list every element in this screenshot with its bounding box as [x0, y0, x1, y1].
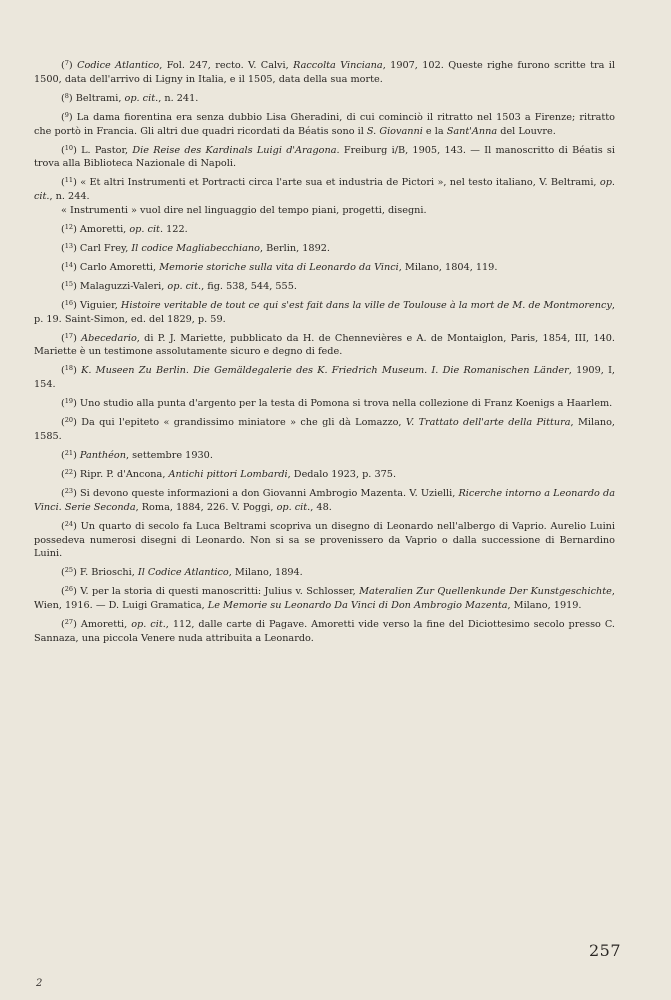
footnote-text: . Freiburg i/B, 1905, 143. — Il manoscritto di Béatis si trova alla Biblioteca Nazionale di Napoli. — [34, 144, 616, 170]
footnote-text: Carl Frey, — [79, 242, 132, 254]
footnote-text: F. Brioschi, — [79, 567, 138, 579]
footnote-number: ($^{21}$) — [61, 448, 80, 461]
footnote-text: V. per la storia di questi manoscritti: Julius v. Schlosser, — [80, 586, 360, 598]
footnote — [34, 109, 615, 139]
footnote-number: ($^8$) — [61, 91, 76, 104]
footnote-text: , 1907, 102. Queste righe furono scritte tra il 1500, data dell'arrivo di Ligny in Italia, e il 1505, data della sua morte. — [34, 60, 615, 85]
footnote-title: Ricerche intorno a Leonardo da Vinci. Serie Seconda — [34, 487, 616, 513]
footnote — [34, 57, 615, 87]
footnote-text: , Dedalo 1923, p. 375. — [287, 468, 397, 480]
footnote-text: , di P. J. Mariette, pubblicato da H. de Chennevières e A. de Montaiglon, Paris, 1854, III, 140. Mariette è un testimone assolutamente sicuro e degno di fede. — [34, 332, 616, 358]
footnote-title: K. Museen Zu Berlin. Die Gemäldegalerie des K. Friedrich Museum. I. Die Romanischen Länder — [81, 365, 569, 377]
footnote-title: Abecedario — [81, 332, 137, 344]
footnote-title: Raccolta Vinciana — [293, 60, 383, 71]
footnote — [34, 330, 615, 360]
footnote — [34, 221, 615, 237]
footnote-text: , p. 19. Saint-Simon, ed. del 1829, p. 59. — [34, 299, 616, 325]
footnote-text: , settembre 1930. — [125, 449, 213, 461]
footnote — [34, 583, 615, 613]
footnote-text: , fig. 538, 544, 555. — [201, 280, 297, 292]
footnote-title: op. cit. — [34, 177, 615, 203]
footnote-text: « Instrumenti » vuol dire nel linguaggio del tempo piani, progetti, disegni. — [61, 204, 427, 216]
signature-mark: 2 — [36, 978, 43, 989]
footnote-title: Materalien Zur Quellenkunde Der Kunstgeschichte — [359, 586, 612, 598]
footnote-title: Le Memorie su Leonardo Da Vinci di Don Ambrogio Mazenta — [207, 600, 508, 612]
footnote-text: « Et altri Instrumenti et Portracti circa l'arte sua et industria de Pictori », nel testo italiano, V. Beltrami, — [80, 177, 600, 189]
footnote-number: ($^{19}$) — [61, 397, 80, 410]
page-number: 257 — [588, 941, 621, 960]
footnote — [34, 485, 615, 515]
footnote-number: ($^9$) — [61, 110, 77, 123]
footnote — [34, 414, 615, 444]
footnote-text: Malaguzzi-Valeri, — [79, 280, 168, 292]
footnote — [34, 90, 615, 106]
footnote-title: Memorie storiche sulla vita di Leonardo da Vinci — [159, 261, 399, 273]
footnote — [34, 174, 615, 204]
footnote — [34, 616, 615, 646]
footnote-number: ($^{24}$) — [61, 519, 81, 532]
footnote-title: Histoire veritable de tout ce qui s'est fait dans la ville de Toulouse à la mort de M. de Montmorency — [120, 299, 612, 311]
footnote-text: , Berlin, 1892. — [260, 242, 330, 254]
footnote-title: Il codice Magliabecchiano — [131, 242, 260, 254]
footnote-title: V. Trattato dell'arte della Pittura — [405, 417, 571, 429]
footnote-text: , n. 244. — [49, 191, 90, 203]
footnote-number: ($^{22}$) — [61, 467, 80, 480]
footnote-text: Da qui l'epiteto « grandissimo miniatore » che gli dà Lomazzo, — [81, 417, 406, 429]
footnote-text: 122. — [163, 223, 188, 235]
footnote-number: ($^7$) — [61, 59, 78, 71]
footnote-text: Beltrami, — [75, 92, 125, 104]
footnote-title: op. cit. — [124, 92, 159, 104]
footnote-title: Il Codice Atlantico — [137, 567, 229, 579]
footnote-title: Panthéon — [79, 449, 126, 461]
footnote-number: ($^{14}$) — [61, 260, 80, 273]
footnote-text: , n. 241. — [158, 92, 199, 104]
footnote-text: Viguier, — [79, 299, 121, 311]
footnote — [34, 447, 615, 463]
footnote-text: Ripr. P. d'Ancona, — [79, 468, 169, 480]
footnote-number: ($^{12}$) — [61, 222, 80, 235]
footnote-text: , Milano, 1894. — [228, 567, 303, 579]
footnote-number: ($^{15}$) — [61, 279, 80, 292]
footnotes-list — [34, 57, 615, 649]
footnote-text: Si devono queste informazioni a don Giovanni Ambrogio Mazenta. V. Uzielli, — [80, 487, 459, 499]
footnote — [34, 259, 615, 275]
footnote-text: , 48. — [310, 501, 332, 513]
footnote-title: op. cit. — [167, 280, 202, 292]
footnote-title: S. Giovanni — [366, 125, 423, 137]
footnote-text: Un quarto di secolo fa Luca Beltrami scopriva un disegno di Leonardo nell'albergo di Vaprio. Aurelio Luini possedeva numerosi disegni di Leonardo. Non si sa se provenissero da Vaprio o dalla successione di Bernardino Luini. — [34, 520, 615, 560]
footnote — [34, 466, 615, 482]
footnote-title: op. cit. — [131, 619, 166, 631]
footnote-title: Antichi pittori Lombardi — [168, 468, 288, 480]
footnote-text: , Fol. 247, recto. V. Calvi, — [159, 60, 294, 71]
footnote-text: e la — [422, 125, 447, 137]
footnote-text: Amoretti, — [79, 223, 130, 235]
footnote-number: ($^{27}$) — [61, 618, 81, 631]
footnote — [34, 278, 615, 294]
footnote-text: , Milano, 1804, 119. — [398, 261, 498, 273]
footnote — [34, 362, 615, 392]
footnote — [34, 240, 615, 256]
footnote-number: ($^{26}$) — [61, 585, 81, 598]
footnote-number: ($^{13}$) — [61, 241, 80, 254]
footnote-number: ($^{18}$) — [61, 364, 82, 377]
footnote-text: La dama fiorentina era senza dubbio Lisa Gheradini, di cui cominciò il ritratto nel 1503 a Firenze; ritratto che portò in Francia. Gli altri due quadri ricordati da Béatis sono il — [34, 111, 615, 137]
footnote-text: Amoretti, — [80, 619, 132, 631]
footnote-number: ($^{25}$) — [61, 566, 80, 579]
footnote-title: Codice Atlantico — [77, 60, 160, 71]
footnote-number: ($^{11}$) — [61, 176, 81, 189]
footnote — [34, 142, 615, 172]
footnote — [34, 564, 615, 580]
footnote-title: op. cit. — [129, 223, 164, 235]
footnote-number: ($^{16}$) — [61, 298, 80, 311]
footnote-title: Die Reise des Kardinals Luigi d'Aragona — [132, 144, 337, 156]
footnote-text: , Milano, 1919. — [507, 600, 582, 612]
footnote-title: Sant'Anna — [446, 125, 498, 137]
footnote — [34, 395, 615, 411]
footnote-text: , Roma, 1884, 226. V. Poggi, — [135, 501, 277, 513]
footnote-number: ($^{10}$) — [61, 143, 82, 156]
footnote-text: Carlo Amoretti, — [79, 261, 160, 273]
footnote — [34, 297, 615, 327]
footnote-number: ($^{17}$) — [61, 331, 82, 344]
footnote-text: , Wien, 1916. — D. Luigi Gramatica, — [34, 586, 616, 612]
footnote-number: ($^{20}$) — [61, 416, 82, 429]
footnote-text: , Milano, 1585. — [34, 417, 615, 442]
footnote-title: op. cit. — [276, 501, 311, 513]
footnote-number: ($^{23}$) — [61, 486, 81, 499]
footnote-text: , 1909, I, 154. — [34, 365, 615, 391]
footnote-text: L. Pastor, — [81, 144, 133, 156]
footnote — [34, 204, 615, 218]
footnote — [34, 518, 615, 561]
footnote-text: del Louvre. — [497, 125, 556, 137]
footnote-text: , 112, dalle carte di Pagave. Amoretti vide verso la fine del Diciottesimo secolo presso C. Sannaza, una piccola Venere nuda attribuita a Leonardo. — [34, 619, 616, 644]
footnote-text: Uno studio alla punta d'argento per la testa di Pomona si trova nella collezione di Franz Koenigs a Haarlem. — [79, 398, 613, 410]
